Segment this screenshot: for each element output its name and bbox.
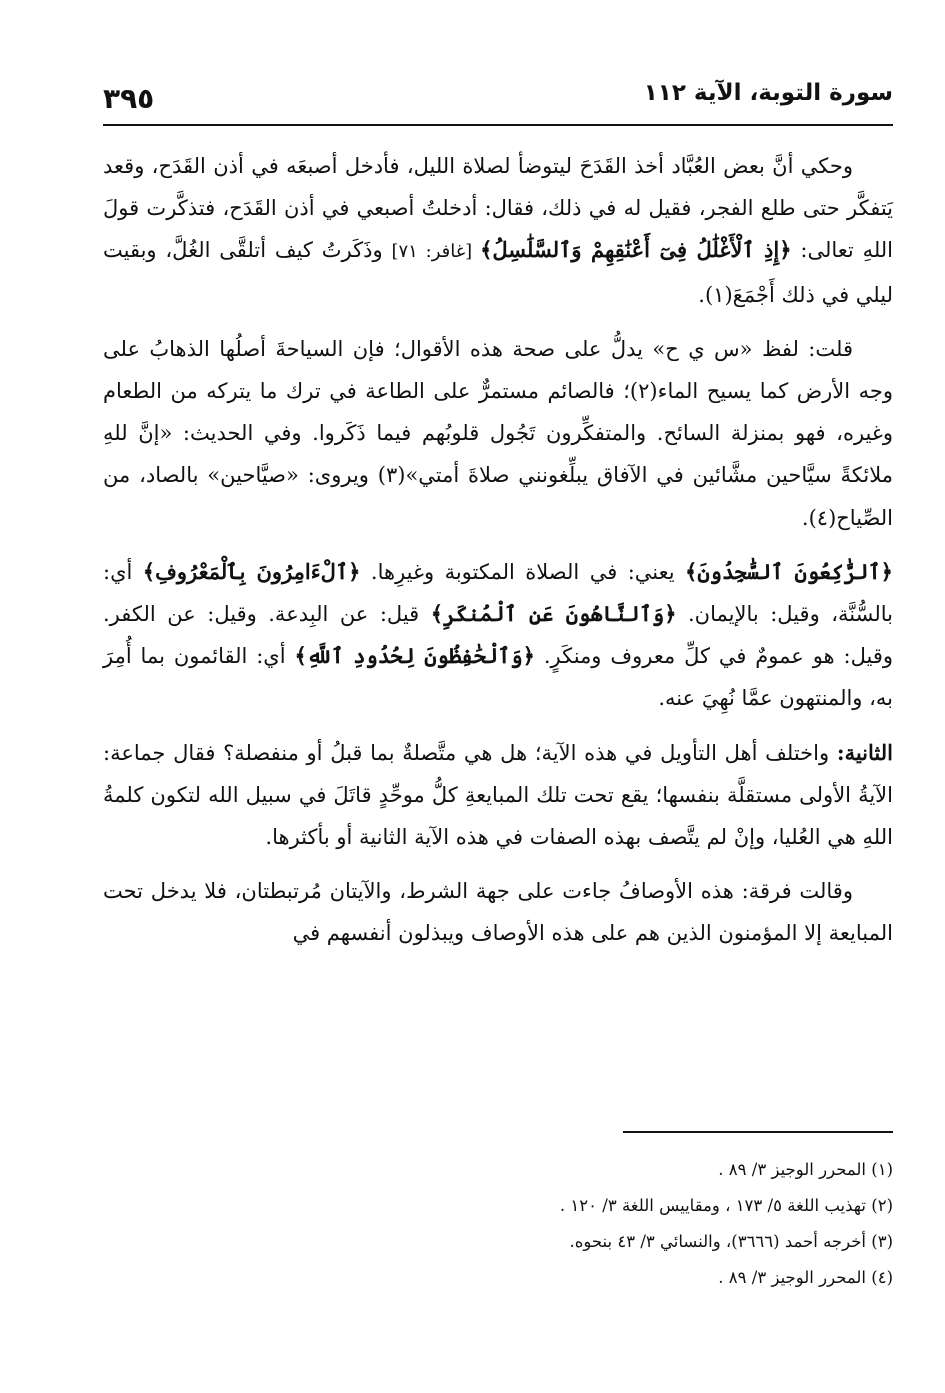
commentary-text: يعني: في الصلاة المكتوبة وغيرِها.: [360, 559, 686, 584]
quran-verse: ﴿إِذِ ٱلْأَغْلَٰلُ فِىٓ أَعْنَٰقِهِمْ وَٱلسَّلَٰسِلُ﴾: [480, 237, 792, 263]
page-number: ٣٩٥: [103, 82, 155, 115]
quran-verse: ﴿ٱلرَّٰكِعُونَ ٱلسَّٰجِدُونَ﴾: [685, 558, 893, 584]
body-text: [103, 145, 893, 967]
commentary-text: قيل: عن البِدعة. وقيل: عن الكفر. وقيل: هو عمومٌ في كلِّ معروف ومنكَرٍ.: [103, 602, 894, 669]
paragraph-4-text: واختلف أهل التأويل في هذه الآية؛ هل هي متَّصلةٌ بما قبلُ أو منفصلة؟ فقال جماعة: الآيةُ الأولى مستقلَّة بنفسها؛ يقع تحت تلك المبايعةِ كلُّ موحِّدٍ قاتَلَ في سبيل الله لتكون كلمةُ اللهِ هي العُليا، وإنْ لم يتَّصف بهذه الصفات في هذه الآية الثانية أو بأكثرها.: [103, 740, 893, 850]
paragraph-1: [103, 145, 893, 316]
commentary-text: أي: القائمون بما أُمِرَ به، والمنتهون عمَّا نُهِيَ عنه.: [103, 644, 893, 711]
verse-reference: [غافر: ٧١]: [391, 241, 481, 263]
footnote-2: (٢) تهذيب اللغة ٥/ ١٧٣ ، ومقاييس اللغة ٣/ ١٢٠ .: [559, 1196, 893, 1215]
footnote-1: (١) المحرر الوجيز ٣/ ٨٩ .: [718, 1160, 893, 1179]
section-lead: الثانية:: [836, 739, 893, 765]
paragraph-3: [103, 551, 893, 720]
paragraph-1-text: وحكي أنَّ بعض العُبَّاد أخذ القَدَحَ ليتوضأ لصلاة الليل، فأدخل أصبعَه في أذن القَدَح، وقعد يَتفكَّر حتى طلع الفجر، فقيل له في ذلك، فقال: أدخلتُ أصبعي في أذن القَدَح، فتذكَّرت قولَ اللهِ تعالى:: [103, 154, 894, 263]
footnote-4: (٤) المحرر الوجيز ٣/ ٨٩ .: [718, 1268, 893, 1287]
quran-verse: ﴿ٱلْءَامِرُونَ بِٱلْمَعْرُوفِ﴾: [142, 558, 361, 584]
footnote-divider: [623, 1131, 893, 1133]
commentary-text: أي: بالسُّنَّة، وقيل: بالإيمان.: [103, 559, 893, 627]
paragraph-4: [103, 732, 893, 859]
paragraph-1-text-end: وذَكَرتُ كيف أتلقَّى الغُلَّ، وبقيت ليلي في ذلك أَجْمَعَ(١).: [103, 238, 893, 307]
quran-verse: ﴿وَٱلنَّاهُونَ عَنِ ٱلْمُنكَرِ﴾: [430, 601, 677, 627]
quran-verse: ﴿وَٱلْحَٰفِظُونَ لِحُدُودِ ٱللَّهِ﴾: [294, 643, 535, 669]
footnotes: [103, 1152, 893, 1296]
running-title: سورة التوبة، الآية ١١٢: [643, 80, 893, 106]
page-header: [103, 70, 893, 126]
paragraph-2: قلت: لفظ «س ي ح» يدلُّ على صحة هذه الأقوال؛ فإن السياحةَ أصلُها الذهابُ على وجه الأرض كما يسيح الماء(٢)؛ فالصائم مستمرٌّ على الطاعة في ترك ما يتركه من الطعام وغيره، فهو بمنزلة السائح. والمتفكِّرون تَجُول قلوبُهم فيما ذَكَروا. وفي الحديث: «إنَّ للهِ ملائكةً سيَّاحين مشَّائين في الآفاق يبلِّغونني صلاةَ أمتي»(٣) ويروى: «صيَّاحين» بالصاد، من الصِّياح(٤).: [103, 336, 894, 530]
paragraph-5: وقالت فرقة: هذه الأوصافُ جاءت على جهة الشرط، والآيتان مُرتبطتان، فلا يدخل تحت المبايعة إلا المؤمنون الذين هم على هذه الأوصاف ويبذلون أنفسهم في: [103, 879, 893, 946]
footnote-3: (٣) أخرجه أحمد (٣٦٦٦)، والنسائي ٣/ ٤٣ بنحوه.: [569, 1232, 893, 1251]
